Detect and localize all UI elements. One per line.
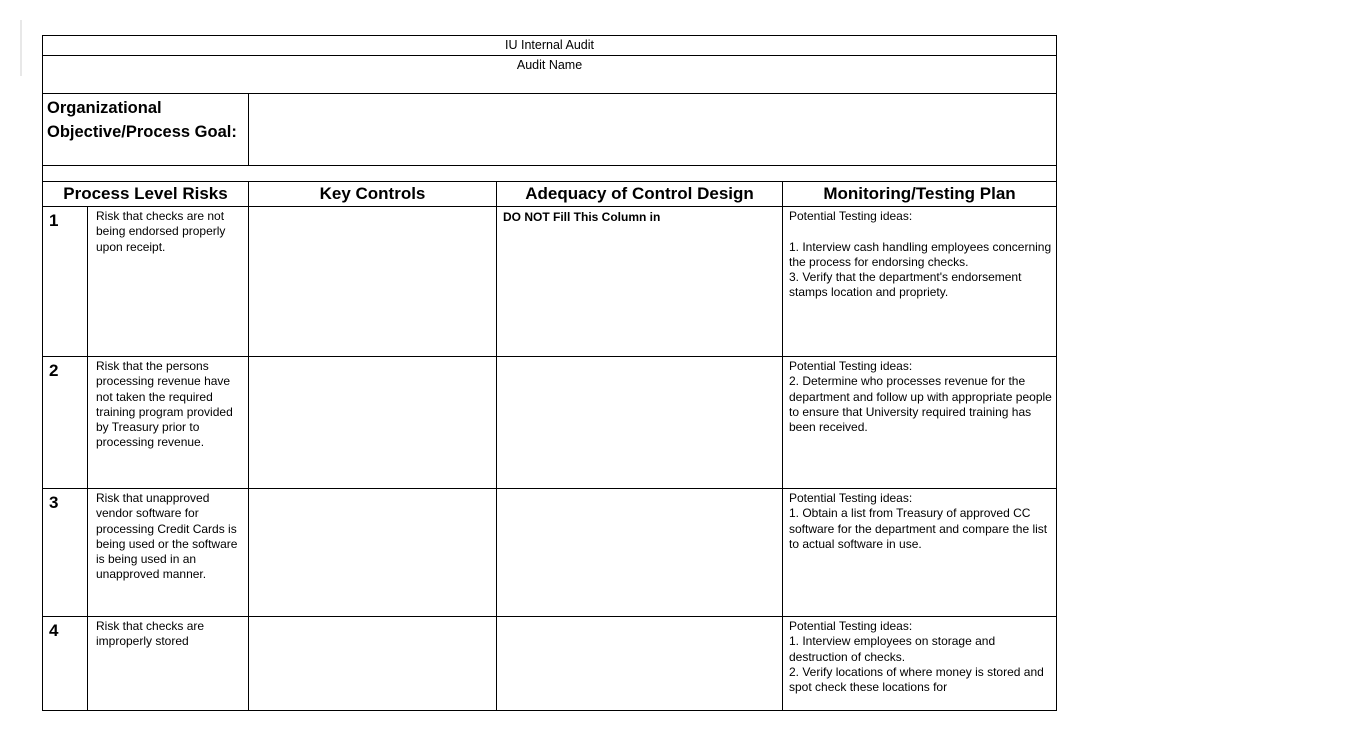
- plan-line: Potential Testing ideas:: [789, 209, 913, 223]
- plan-line: 1. Interview employees on storage and destruction of checks.: [789, 634, 996, 664]
- table-row: [43, 207, 1057, 357]
- plan-line: [789, 224, 1052, 239]
- row-number: 2: [43, 357, 88, 489]
- testing-plan-cell: [783, 207, 1057, 357]
- table-row: [43, 489, 1057, 617]
- plan-line: 3. Verify that the department's endorsement stamps location and propriety.: [789, 270, 1022, 300]
- testing-plan-cell: [783, 489, 1057, 617]
- plan-line: 1. Obtain a list from Treasury of approved CC software for the department and compare the list to actual software in use.: [789, 506, 1048, 551]
- page-edge-shadow: [20, 20, 22, 76]
- row-number: 4: [43, 617, 88, 711]
- audit-worksheet-table: [42, 35, 1057, 711]
- plan-line: Potential Testing ideas:: [789, 619, 913, 633]
- risk-cell: Risk that checks are not being endorsed properly upon receipt.: [88, 207, 249, 357]
- table-row: [43, 617, 1057, 711]
- testing-plan-cell: [783, 617, 1057, 711]
- risk-cell: Risk that the persons processing revenue have not taken the required training program provided by Treasury prior to processing revenue.: [88, 357, 249, 489]
- header-adequacy-of-control-design: Adequacy of Control Design: [497, 182, 783, 207]
- adequacy-cell: [497, 489, 783, 617]
- header-key-controls: Key Controls: [249, 182, 497, 207]
- org-title: IU Internal Audit: [43, 36, 1057, 56]
- header-process-level-risks: Process Level Risks: [43, 182, 249, 207]
- row-number: 1: [43, 207, 88, 357]
- plan-line: 2. Determine who processes revenue for the department and follow up with appropriate people to ensure that University required training has been received.: [789, 374, 1052, 435]
- spacer-row: [43, 166, 1057, 182]
- testing-plan-cell: [783, 357, 1057, 489]
- key-controls-cell[interactable]: [249, 207, 497, 357]
- audit-name: Audit Name: [43, 56, 1057, 94]
- objective-value-cell[interactable]: [249, 94, 1057, 166]
- plan-line: Potential Testing ideas:: [789, 359, 913, 373]
- adequacy-cell: [497, 357, 783, 489]
- plan-line: 1. Interview cash handling employees concerning the process for endorsing checks.: [789, 239, 1052, 269]
- risk-cell: Risk that checks are improperly stored: [88, 617, 249, 711]
- key-controls-cell[interactable]: [249, 617, 497, 711]
- header-monitoring-testing-plan: Monitoring/Testing Plan: [783, 182, 1057, 207]
- adequacy-cell: [497, 617, 783, 711]
- table-row: [43, 357, 1057, 489]
- objective-label: Organizational Objective/Process Goal:: [43, 94, 249, 166]
- row-number: 3: [43, 489, 88, 617]
- adequacy-cell: DO NOT Fill This Column in: [497, 207, 783, 357]
- plan-line: 2. Verify locations of where money is stored and spot check these locations for: [789, 664, 1044, 695]
- key-controls-cell[interactable]: [249, 489, 497, 617]
- plan-line: Potential Testing ideas:: [789, 491, 913, 505]
- key-controls-cell[interactable]: [249, 357, 497, 489]
- risk-cell: Risk that unapproved vendor software for processing Credit Cards is being used or the software is being used in an unapproved manner.: [88, 489, 249, 617]
